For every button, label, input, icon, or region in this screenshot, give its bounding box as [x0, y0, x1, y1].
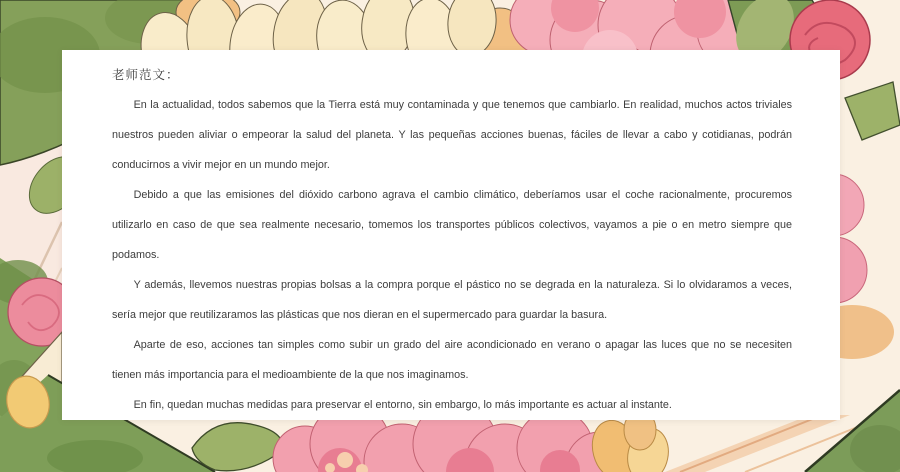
- essay-paragraph-1: En la actualidad, todos sabemos que la Tierra está muy contaminada y que tenemos que cambiarlo. En realidad, muchos actos triviales nuestros pueden aliviar o empeorar la salud del planeta. Y las pequeñas acciones buenas, fáciles de llevar a cabo y cotidianas, podrán conducirnos a vivir mejor en un mundo mejor.: [112, 99, 792, 171]
- essay-paragraph-2: Debido a que las emisiones del dióxido carbono agrava el cambio climático, deberíamos usar el coche racionalmente, procuremos utilizarlo en caso de que sea realmente necesario, tomemos los transportes públicos colectivos, vayamos a pie o en metro siempre que podamos.: [112, 189, 792, 261]
- essay-paragraph-5: En fin, quedan muchas medidas para preservar el entorno, sin embargo, lo más importante es actuar al instante.: [133, 399, 672, 411]
- essay-title: 老师范文：: [112, 68, 180, 82]
- essay-paragraph-3: Y además, llevemos nuestras propias bolsas a la compra porque el pástico no se degrada en la naturaleza. Si lo olvidaramos a veces, sería mejor que reutilizaramos las plásticas que nos dieran en el supermercado para guardar la basura.: [112, 279, 792, 321]
- essay-paragraph-4: Aparte de eso, acciones tan simples como subir un grado del aire acondicionado en verano o apagar las luces que no se necesiten tienen más importancia para el medioambiente de la que nos imaginamos.: [112, 339, 792, 381]
- essay-card: [62, 50, 840, 420]
